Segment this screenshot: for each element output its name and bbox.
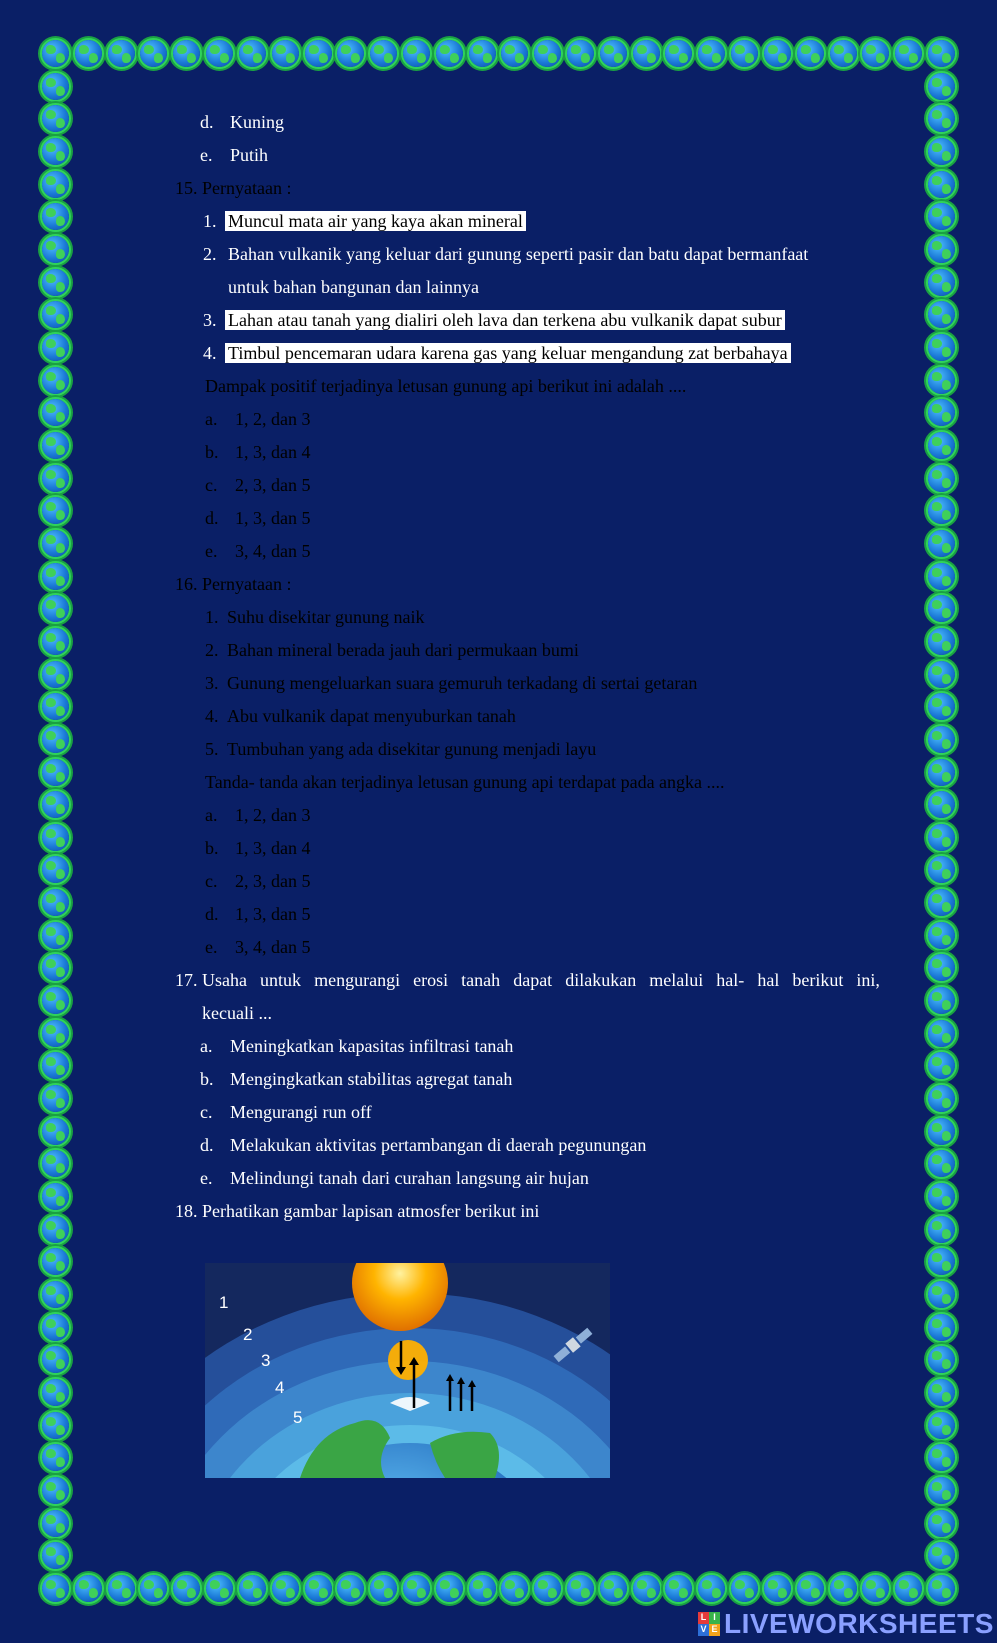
- q17-option-a: a. Meningkatkan kapasitas infiltrasi tanah: [200, 1036, 514, 1056]
- globe-icon: [42, 203, 69, 230]
- globe-icon: [140, 1575, 167, 1602]
- globe-icon: [501, 1575, 528, 1602]
- globe-icon: [42, 1412, 69, 1439]
- q15-option-b: b. 1, 3, dan 4: [205, 442, 311, 462]
- globe-icon: [928, 1314, 955, 1341]
- globe-icon: [42, 138, 69, 165]
- q17-word: erosi: [413, 970, 449, 990]
- globe-icon: [42, 759, 69, 786]
- globe-icon: [42, 791, 69, 818]
- q16-statement-4: 4. Abu vulkanik dapat menyuburkan tanah: [205, 706, 516, 726]
- globe-icon: [928, 628, 955, 655]
- globe-icon: [75, 40, 102, 67]
- globe-icon: [42, 1444, 69, 1471]
- globe-icon: [928, 1510, 955, 1537]
- globe-icon: [42, 301, 69, 328]
- globe-icon: [928, 203, 955, 230]
- globe-icon: [42, 1379, 69, 1406]
- q16-option-e: e. 3, 4, dan 5: [205, 937, 311, 957]
- q17-question-text: [202, 968, 880, 992]
- globe-icon: [42, 1150, 69, 1177]
- globe-icon: [534, 1575, 561, 1602]
- globe-icon: [797, 1575, 824, 1602]
- layer-label-1: 1: [219, 1293, 229, 1312]
- globe-icon: [698, 1575, 725, 1602]
- liveworksheets-logo: [698, 1612, 720, 1636]
- globe-icon: [42, 1085, 69, 1112]
- globe-icon: [928, 138, 955, 165]
- q17-word: Usaha: [202, 970, 247, 990]
- globe-icon: [42, 1510, 69, 1537]
- globe-icon: [42, 1281, 69, 1308]
- globe-icon: [862, 40, 889, 67]
- q16-statement-1: 1. Suhu disekitar gunung naik: [205, 607, 425, 627]
- atmosphere-illustration: [205, 1263, 610, 1478]
- q17-option-c: c. Mengurangi run off: [200, 1102, 372, 1122]
- globe-icon: [928, 301, 955, 328]
- globe-icon: [928, 334, 955, 361]
- q16-option-c: c. 2, 3, dan 5: [205, 871, 311, 891]
- globe-icon: [42, 824, 69, 851]
- globe-icon: [42, 73, 69, 100]
- globe-icon: [928, 595, 955, 622]
- globe-icon: [42, 269, 69, 296]
- globe-icon: [42, 40, 69, 67]
- globe-icon: [272, 1575, 299, 1602]
- globe-icon: [42, 1477, 69, 1504]
- globe-icon: [928, 73, 955, 100]
- q15-option-c: c. 2, 3, dan 5: [205, 475, 311, 495]
- globe-icon: [928, 530, 955, 557]
- globe-icon: [42, 530, 69, 557]
- globe-icon: [928, 922, 955, 949]
- highlighted-text[interactable]: Timbul pencemaran udara karena gas yang keluar mengandung zat berbahaya: [225, 343, 791, 363]
- globe-icon: [731, 40, 758, 67]
- globe-icon: [42, 1118, 69, 1145]
- globe-icon: [469, 40, 496, 67]
- logo-letter: L: [698, 1612, 709, 1624]
- globe-icon: [534, 40, 561, 67]
- globe-icon: [928, 1281, 955, 1308]
- globe-icon: [42, 1183, 69, 1210]
- globe-icon: [42, 595, 69, 622]
- globe-icon: [42, 105, 69, 132]
- q17-question: 17. Usaha untuk mengurangi erosi tanah dapat dilakukan melalui hal- hal berikut ini,: [175, 970, 880, 990]
- globe-icon: [108, 1575, 135, 1602]
- globe-icon: [42, 1575, 69, 1602]
- globe-icon: [830, 40, 857, 67]
- globe-icon: [928, 171, 955, 198]
- globe-icon: [928, 889, 955, 916]
- q16-statement-2: 2. Bahan mineral berada jauh dari permukaan bumi: [205, 640, 579, 660]
- globe-icon: [928, 954, 955, 981]
- globe-icon: [272, 40, 299, 67]
- q15-statement-2: 2. Bahan vulkanik yang keluar dari gunung seperti pasir dan batu dapat bermanfaat: [203, 244, 809, 264]
- globe-icon: [764, 40, 791, 67]
- globe-icon: [928, 1412, 955, 1439]
- globe-icon: [895, 40, 922, 67]
- globe-icon: [108, 40, 135, 67]
- q15-statement-2-cont: untuk bahan bangunan dan lainnya: [228, 277, 479, 297]
- globe-icon: [928, 856, 955, 883]
- globe-icon: [42, 661, 69, 688]
- globe-icon: [42, 497, 69, 524]
- globe-icon: [928, 693, 955, 720]
- globe-icon: [42, 1314, 69, 1341]
- q17-word: mengurangi: [314, 970, 401, 990]
- logo-letter: V: [698, 1624, 709, 1636]
- globe-icon: [928, 1216, 955, 1243]
- globe-icon: [42, 367, 69, 394]
- globe-icon: [928, 399, 955, 426]
- globe-icon: [633, 40, 660, 67]
- globe-icon: [403, 1575, 430, 1602]
- q17-word: tanah: [461, 970, 501, 990]
- q15-statement-1: 1. Muncul mata air yang kaya akan mineral: [203, 209, 526, 233]
- globe-icon: [173, 1575, 200, 1602]
- globe-icon: [75, 1575, 102, 1602]
- q16-question: Tanda- tanda akan terjadinya letusan gunung api terdapat pada angka ....: [205, 772, 725, 792]
- globe-icon: [140, 40, 167, 67]
- q17-word: dapat: [513, 970, 553, 990]
- highlighted-text[interactable]: Lahan atau tanah yang dialiri oleh lava dan terkena abu vulkanik dapat subur: [225, 310, 785, 330]
- globe-icon: [173, 40, 200, 67]
- q17-word: berikut: [792, 970, 844, 990]
- globe-icon: [928, 236, 955, 263]
- q17-word: hal-: [716, 970, 745, 990]
- globe-icon: [567, 1575, 594, 1602]
- question-15-title: 15. Pernyataan :: [175, 178, 292, 198]
- q17-question-cont: kecuali ...: [202, 1003, 272, 1023]
- question-16-title: 16. Pernyataan :: [175, 574, 292, 594]
- globe-icon: [436, 40, 463, 67]
- option-d: d. Kuning: [200, 112, 284, 132]
- option-e: e. Putih: [200, 145, 269, 165]
- globe-icon: [764, 1575, 791, 1602]
- globe-icon: [206, 1575, 233, 1602]
- globe-icon: [862, 1575, 889, 1602]
- globe-icon: [600, 1575, 627, 1602]
- globe-icon: [305, 40, 332, 67]
- globe-icon: [42, 1346, 69, 1373]
- globe-icon: [239, 40, 266, 67]
- q16-statement-3: 3. Gunung mengeluarkan suara gemuruh terkadang di sertai getaran: [205, 673, 698, 693]
- globe-icon: [928, 563, 955, 590]
- globe-icon: [42, 922, 69, 949]
- q17-word: ini,: [856, 970, 880, 990]
- globe-icon: [928, 497, 955, 524]
- globe-icon: [42, 726, 69, 753]
- globe-icon: [928, 367, 955, 394]
- q17-option-d: d. Melakukan aktivitas pertambangan di daerah pegunungan: [200, 1135, 647, 1155]
- layer-label-2: 2: [243, 1325, 253, 1344]
- globe-icon: [633, 1575, 660, 1602]
- globe-icon: [928, 432, 955, 459]
- globe-icon: [42, 1216, 69, 1243]
- globe-icon: [928, 1542, 955, 1569]
- globe-icon: [928, 1183, 955, 1210]
- q15-question: Dampak positif terjadinya letusan gunung api berikut ini adalah ....: [205, 376, 687, 396]
- globe-icon: [928, 1118, 955, 1145]
- logo-letter: E: [709, 1624, 720, 1636]
- globe-icon: [337, 40, 364, 67]
- globe-icon: [42, 628, 69, 655]
- globe-icon: [42, 693, 69, 720]
- q15-option-a: a. 1, 2, dan 3: [205, 409, 311, 429]
- globe-icon: [731, 1575, 758, 1602]
- globe-icon: [239, 1575, 266, 1602]
- globe-icon: [42, 171, 69, 198]
- globe-icon: [928, 1020, 955, 1047]
- globe-icon: [42, 1020, 69, 1047]
- globe-icon: [928, 1477, 955, 1504]
- globe-icon: [42, 856, 69, 883]
- globe-icon: [436, 1575, 463, 1602]
- layer-label-3: 3: [261, 1351, 271, 1370]
- q15-option-e: e. 3, 4, dan 5: [205, 541, 311, 561]
- globe-icon: [928, 1379, 955, 1406]
- globe-icon: [928, 269, 955, 296]
- globe-icon: [42, 432, 69, 459]
- atmosphere-layers-image: [205, 1263, 610, 1478]
- q17-option-b: b. Mengingkatkan stabilitas agregat tanah: [200, 1069, 513, 1089]
- globe-icon: [42, 399, 69, 426]
- q16-statement-5: 5. Tumbuhan yang ada disekitar gunung menjadi layu: [205, 739, 597, 759]
- globe-icon: [469, 1575, 496, 1602]
- globe-icon: [928, 1346, 955, 1373]
- highlighted-text[interactable]: Muncul mata air yang kaya akan mineral: [225, 211, 526, 231]
- globe-icon: [895, 1575, 922, 1602]
- globe-icon: [797, 40, 824, 67]
- globe-icon: [928, 661, 955, 688]
- logo-letter: I: [709, 1612, 720, 1624]
- q15-option-d: d. 1, 3, dan 5: [205, 508, 311, 528]
- globe-icon: [928, 40, 955, 67]
- globe-icon: [501, 40, 528, 67]
- globe-icon: [698, 40, 725, 67]
- question-18: 18. Perhatikan gambar lapisan atmosfer berikut ini: [175, 1201, 540, 1221]
- globe-icon: [928, 1248, 955, 1275]
- globe-icon: [42, 1052, 69, 1079]
- globe-icon: [370, 1575, 397, 1602]
- globe-icon: [42, 465, 69, 492]
- globe-icon: [600, 40, 627, 67]
- q16-option-b: b. 1, 3, dan 4: [205, 838, 311, 858]
- globe-icon: [928, 1150, 955, 1177]
- globe-icon: [928, 791, 955, 818]
- globe-icon: [42, 987, 69, 1014]
- globe-icon: [403, 40, 430, 67]
- q15-statement-3: 3. Lahan atau tanah yang dialiri oleh lava dan terkena abu vulkanik dapat subur: [203, 308, 785, 332]
- globe-icon: [42, 1248, 69, 1275]
- globe-icon: [928, 1052, 955, 1079]
- globe-icon: [42, 334, 69, 361]
- globe-icon: [928, 1085, 955, 1112]
- globe-icon: [42, 954, 69, 981]
- q17-word: melalui: [649, 970, 704, 990]
- globe-icon: [206, 40, 233, 67]
- globe-icon: [337, 1575, 364, 1602]
- q17-word: dilakukan: [565, 970, 637, 990]
- globe-icon: [928, 465, 955, 492]
- globe-icon: [42, 563, 69, 590]
- globe-icon: [370, 40, 397, 67]
- globe-icon: [830, 1575, 857, 1602]
- globe-icon: [928, 824, 955, 851]
- globe-icon: [665, 40, 692, 67]
- q16-option-d: d. 1, 3, dan 5: [205, 904, 311, 924]
- globe-icon: [928, 1575, 955, 1602]
- globe-icon: [928, 759, 955, 786]
- globe-icon: [42, 236, 69, 263]
- layer-label-4: 4: [275, 1378, 285, 1397]
- q17-word: hal: [757, 970, 780, 990]
- ozone-glow: [388, 1340, 428, 1380]
- q17-option-e: e. Melindungi tanah dari curahan langsung air hujan: [200, 1168, 589, 1188]
- q15-statement-4: 4. Timbul pencemaran udara karena gas yang keluar mengandung zat berbahaya: [203, 341, 791, 365]
- globe-icon: [928, 726, 955, 753]
- q17-word: untuk: [260, 970, 302, 990]
- globe-icon: [305, 1575, 332, 1602]
- globe-icon: [928, 105, 955, 132]
- globe-icon: [42, 889, 69, 916]
- globe-icon: [928, 987, 955, 1014]
- q16-option-a: a. 1, 2, dan 3: [205, 805, 311, 825]
- globe-icon: [928, 1444, 955, 1471]
- layer-label-5: 5: [293, 1408, 303, 1427]
- globe-icon: [567, 40, 594, 67]
- liveworksheets-watermark[interactable]: LIVEWORKSHEETS: [724, 1608, 994, 1639]
- globe-icon: [665, 1575, 692, 1602]
- globe-icon: [42, 1542, 69, 1569]
